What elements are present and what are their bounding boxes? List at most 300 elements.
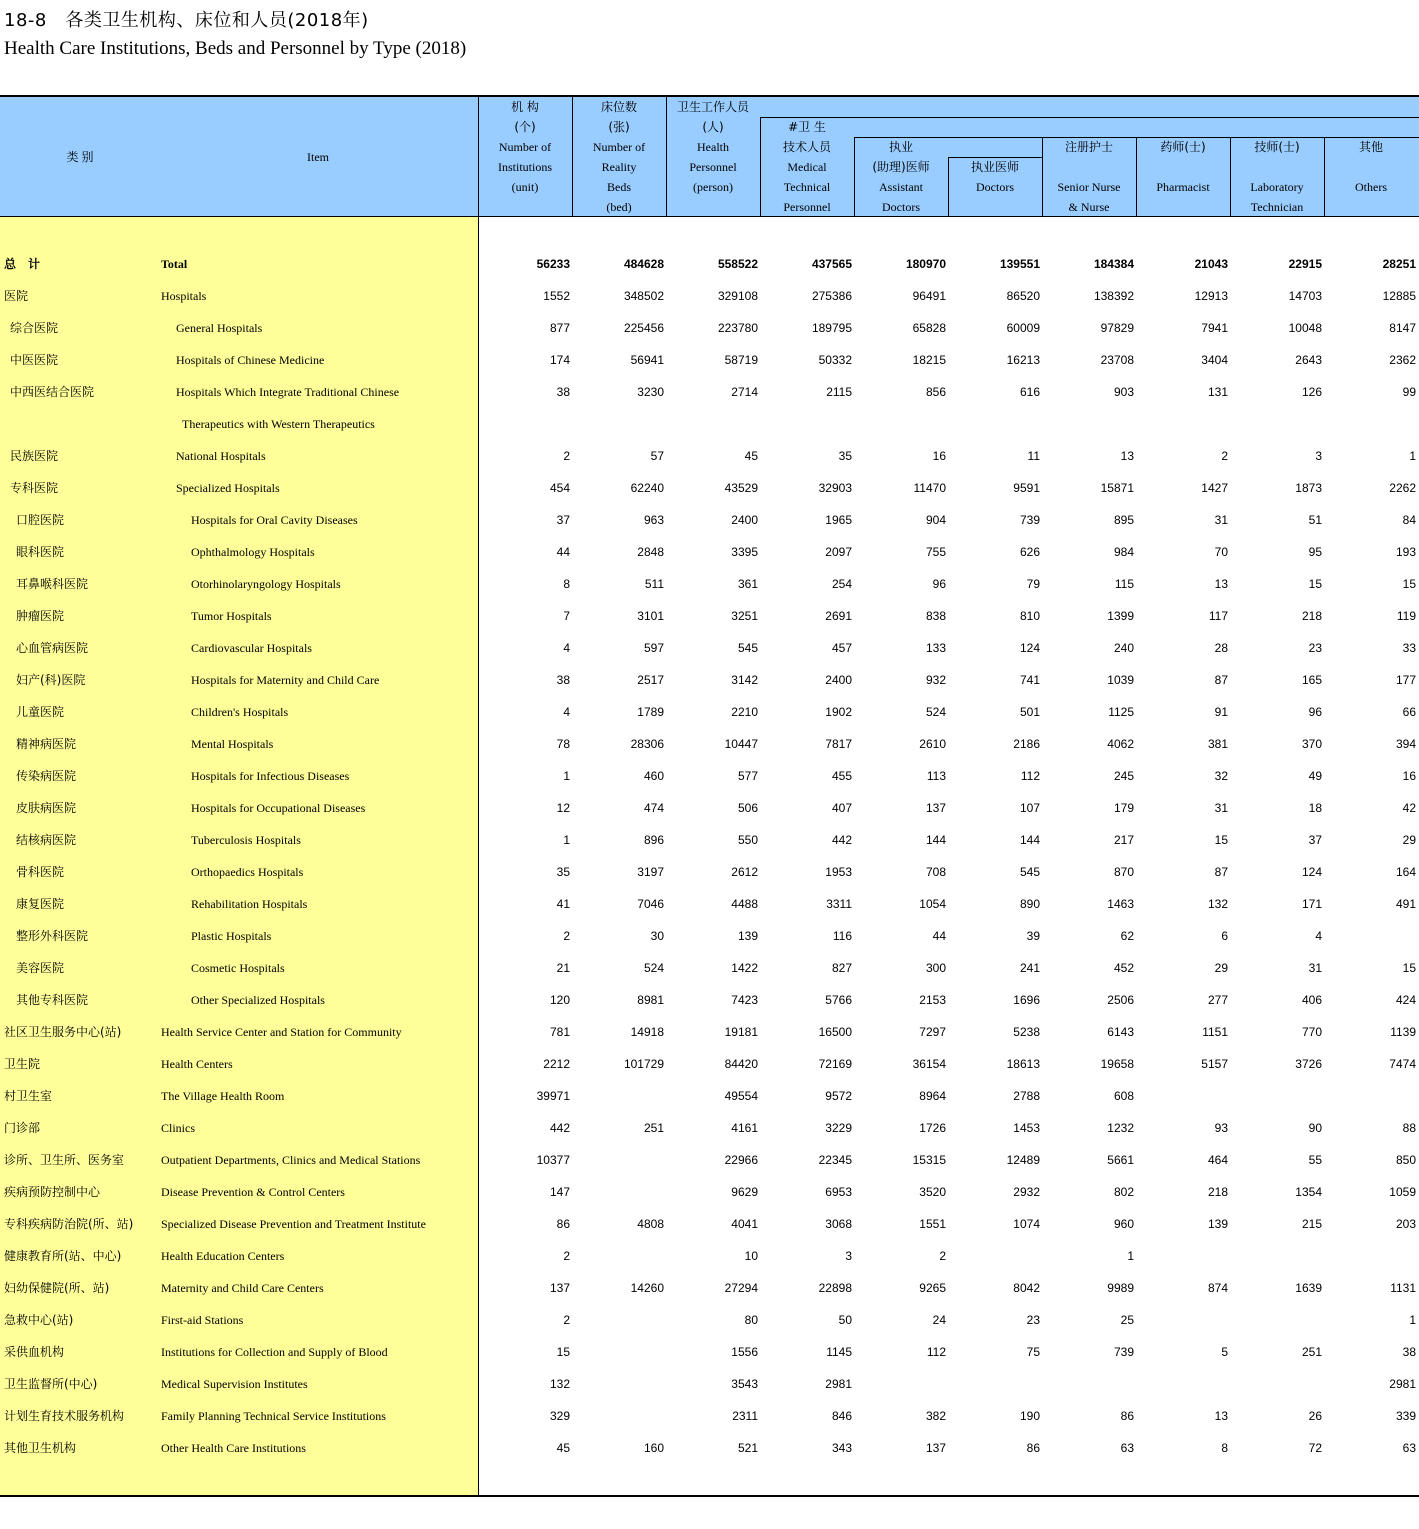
row-value: 96491 bbox=[912, 289, 946, 303]
row-value: 174 bbox=[549, 353, 570, 367]
row-value: 10048 bbox=[1288, 321, 1322, 335]
row-value: 49 bbox=[1308, 769, 1322, 783]
table-row bbox=[0, 509, 1419, 531]
row-value: 2 bbox=[563, 929, 570, 943]
row-value: 1039 bbox=[1107, 673, 1134, 687]
row-value: 58719 bbox=[724, 353, 758, 367]
header-medtech-line: Personnel bbox=[783, 200, 831, 214]
row-value: 2097 bbox=[825, 545, 852, 559]
row-item-en: Hospitals for Maternity and Child Care bbox=[191, 673, 380, 687]
row-item-en: Cosmetic Hospitals bbox=[191, 961, 285, 975]
row-value: 895 bbox=[1113, 513, 1134, 527]
row-value: 329108 bbox=[717, 289, 758, 303]
row-value: 217 bbox=[1113, 833, 1134, 847]
row-value: 275386 bbox=[811, 289, 852, 303]
row-value: 7941 bbox=[1201, 321, 1228, 335]
row-value: 28 bbox=[1214, 641, 1228, 655]
row-value: 3101 bbox=[637, 609, 664, 623]
header-grid-line bbox=[760, 117, 761, 217]
row-value: 890 bbox=[1019, 897, 1040, 911]
row-value: 62 bbox=[1120, 929, 1134, 943]
row-value: 23 bbox=[1308, 641, 1322, 655]
header-institutions-line: (个) bbox=[514, 120, 536, 134]
row-value: 3 bbox=[1315, 449, 1322, 463]
row-item-en: Other Health Care Institutions bbox=[161, 1441, 306, 1455]
header-beds-line: Number of bbox=[592, 140, 646, 154]
row-value: 22966 bbox=[724, 1153, 758, 1167]
header-grid-line bbox=[948, 157, 949, 217]
row-value: 1 bbox=[563, 833, 570, 847]
row-category-cn: 村卫生室 bbox=[4, 1089, 53, 1103]
row-value: 464 bbox=[1207, 1153, 1228, 1167]
row-value: 113 bbox=[926, 769, 946, 783]
row-value: 119 bbox=[1396, 609, 1416, 623]
row-value: 241 bbox=[1019, 961, 1040, 975]
table-row bbox=[0, 1373, 1419, 1395]
row-value: 1059 bbox=[1389, 1185, 1416, 1199]
row-value: 903 bbox=[1113, 385, 1134, 399]
row-value: 37 bbox=[556, 513, 570, 527]
row-item-en: Health Centers bbox=[161, 1057, 233, 1071]
table-row bbox=[0, 1437, 1419, 1459]
row-value: 132 bbox=[549, 1377, 570, 1391]
row-value: 8964 bbox=[919, 1089, 946, 1103]
row-value: 406 bbox=[1301, 993, 1322, 1007]
row-value: 545 bbox=[737, 641, 758, 655]
row-value: 86 bbox=[556, 1217, 570, 1231]
table-row bbox=[0, 925, 1419, 947]
row-item-en: Family Planning Technical Service Institutions bbox=[161, 1409, 386, 1423]
row-value: 474 bbox=[643, 801, 664, 815]
table-row bbox=[0, 1405, 1419, 1427]
row-value: 137 bbox=[549, 1281, 570, 1295]
row-value: 139551 bbox=[999, 257, 1040, 271]
row-value: 300 bbox=[925, 961, 946, 975]
row-category-cn: 结核病医院 bbox=[16, 833, 77, 847]
row-value: 616 bbox=[1019, 385, 1040, 399]
header-technician-line: Technician bbox=[1250, 200, 1304, 214]
row-value: 38 bbox=[556, 385, 570, 399]
row-value: 63 bbox=[1120, 1441, 1134, 1455]
row-value: 29 bbox=[1402, 833, 1416, 847]
table-row bbox=[0, 381, 1419, 403]
header-grid-line bbox=[760, 117, 1419, 118]
row-value: 25 bbox=[1120, 1313, 1134, 1327]
row-value: 1551 bbox=[919, 1217, 946, 1231]
header-medtech-line: Technical bbox=[783, 180, 831, 194]
row-value: 838 bbox=[925, 609, 946, 623]
row-category-cn: 急救中心(站) bbox=[4, 1313, 74, 1327]
row-category-cn: 肿瘤医院 bbox=[16, 609, 65, 623]
row-category-cn: 口腔医院 bbox=[16, 513, 65, 527]
row-value: 28251 bbox=[1382, 257, 1416, 271]
table-row bbox=[0, 765, 1419, 787]
row-value: 6143 bbox=[1107, 1025, 1134, 1039]
table-row bbox=[0, 893, 1419, 915]
row-value: 452 bbox=[1113, 961, 1134, 975]
row-item-en: Rehabilitation Hospitals bbox=[191, 897, 308, 911]
row-value: 1 bbox=[563, 769, 570, 783]
row-value: 132 bbox=[1207, 897, 1228, 911]
table-row bbox=[0, 1085, 1419, 1107]
row-value: 4 bbox=[563, 705, 570, 719]
row-value: 2714 bbox=[731, 385, 758, 399]
row-value: 1125 bbox=[1108, 705, 1134, 719]
row-value: 144 bbox=[925, 833, 946, 847]
row-value: 7 bbox=[563, 609, 570, 623]
row-value: 1789 bbox=[637, 705, 664, 719]
row-value: 22915 bbox=[1288, 257, 1322, 271]
row-value: 521 bbox=[737, 1441, 758, 1455]
table-row bbox=[0, 1277, 1419, 1299]
row-item-en: Hospitals for Infectious Diseases bbox=[191, 769, 350, 783]
row-item-en: Disease Prevention & Control Centers bbox=[161, 1185, 345, 1199]
row-item-en: Tuberculosis Hospitals bbox=[191, 833, 301, 847]
row-item-en: Medical Supervision Institutes bbox=[161, 1377, 308, 1391]
row-value: 139 bbox=[737, 929, 758, 943]
row-value: 1953 bbox=[825, 865, 852, 879]
row-category-cn: 总 计 bbox=[4, 257, 41, 271]
row-value: 23708 bbox=[1100, 353, 1134, 367]
row-value: 126 bbox=[1301, 385, 1322, 399]
row-value: 424 bbox=[1395, 993, 1416, 1007]
row-value: 6953 bbox=[825, 1185, 852, 1199]
row-value: 41 bbox=[556, 897, 570, 911]
row-value: 7817 bbox=[825, 737, 852, 751]
table-row bbox=[0, 605, 1419, 627]
row-value: 164 bbox=[1395, 865, 1416, 879]
row-category-cn: 综合医院 bbox=[10, 321, 59, 335]
row-value: 4 bbox=[563, 641, 570, 655]
row-value: 741 bbox=[1019, 673, 1040, 687]
header-doctors-line: Doctors bbox=[976, 180, 1014, 194]
row-value: 2 bbox=[563, 1249, 570, 1263]
row-value: 755 bbox=[925, 545, 946, 559]
row-value: 2788 bbox=[1013, 1089, 1040, 1103]
header-beds-line: Reality bbox=[601, 160, 637, 174]
row-item-en: Health Education Centers bbox=[161, 1249, 285, 1263]
row-value: 1151 bbox=[1202, 1025, 1228, 1039]
row-value: 2 bbox=[939, 1249, 946, 1263]
row-value: 608 bbox=[1113, 1089, 1134, 1103]
row-value: 3068 bbox=[825, 1217, 852, 1231]
row-value: 15 bbox=[1308, 577, 1322, 591]
row-category-cn: 妇产(科)医院 bbox=[16, 673, 86, 687]
row-category-cn: 卫生监督所(中心) bbox=[4, 1377, 98, 1391]
row-value: 86 bbox=[1026, 1441, 1040, 1455]
header-doctors-line: 执业医师 bbox=[970, 160, 1019, 174]
row-value: 2610 bbox=[919, 737, 946, 751]
row-value: 1399 bbox=[1107, 609, 1134, 623]
row-value: 16 bbox=[932, 449, 946, 463]
header-pharmacist-line: Pharmacist bbox=[1156, 180, 1210, 194]
row-value: 1726 bbox=[919, 1121, 946, 1135]
row-value: 2932 bbox=[1013, 1185, 1040, 1199]
table-row bbox=[0, 541, 1419, 563]
row-value: 5766 bbox=[825, 993, 852, 1007]
row-value: 45 bbox=[744, 449, 758, 463]
row-value: 1354 bbox=[1295, 1185, 1322, 1199]
row-value: 31 bbox=[1214, 801, 1228, 815]
row-item-en: Health Service Center and Station for Community bbox=[161, 1025, 402, 1039]
row-value: 15871 bbox=[1100, 481, 1134, 495]
row-value: 3 bbox=[845, 1249, 852, 1263]
row-value: 138392 bbox=[1093, 289, 1134, 303]
row-value: 781 bbox=[549, 1025, 570, 1039]
table-row bbox=[0, 477, 1419, 499]
row-value: 9572 bbox=[825, 1089, 852, 1103]
row-value: 2400 bbox=[731, 513, 758, 527]
row-value: 3197 bbox=[637, 865, 664, 879]
row-value: 215 bbox=[1301, 1217, 1322, 1231]
row-value: 18 bbox=[1308, 801, 1322, 815]
row-value: 137 bbox=[925, 801, 946, 815]
header-institutions-line: (unit) bbox=[511, 180, 539, 194]
row-category-cn: 康复医院 bbox=[16, 897, 65, 911]
row-value: 2612 bbox=[731, 865, 758, 879]
row-value: 147 bbox=[549, 1185, 570, 1199]
table-row bbox=[0, 253, 1419, 275]
table-title-en: Health Care Institutions, Beds and Personnel by Type (2018) bbox=[4, 38, 467, 59]
row-value: 18613 bbox=[1006, 1057, 1040, 1071]
row-item-en: National Hospitals bbox=[176, 449, 266, 463]
row-category-cn: 儿童医院 bbox=[16, 705, 65, 719]
row-value: 84420 bbox=[724, 1057, 758, 1071]
row-value: 577 bbox=[737, 769, 758, 783]
row-value: 124 bbox=[1019, 641, 1040, 655]
row-value: 55 bbox=[1308, 1153, 1322, 1167]
row-value: 10377 bbox=[536, 1153, 570, 1167]
row-value: 2 bbox=[563, 1313, 570, 1327]
row-item-en: Hospitals for Oral Cavity Diseases bbox=[191, 513, 358, 527]
row-value: 2262 bbox=[1389, 481, 1416, 495]
row-value: 18215 bbox=[912, 353, 946, 367]
row-value: 9591 bbox=[1013, 481, 1040, 495]
row-value: 1552 bbox=[543, 289, 570, 303]
row-category-cn: 诊所、卫生所、医务室 bbox=[4, 1153, 125, 1167]
row-value: 1139 bbox=[1390, 1025, 1416, 1039]
table-row bbox=[0, 1149, 1419, 1171]
row-value: 361 bbox=[737, 577, 758, 591]
header-grid-line bbox=[666, 97, 667, 217]
row-value: 3311 bbox=[826, 897, 852, 911]
header-grid-line bbox=[572, 97, 573, 217]
row-category-cn: 门诊部 bbox=[4, 1121, 41, 1135]
row-value: 75 bbox=[1026, 1345, 1040, 1359]
row-value: 5661 bbox=[1107, 1153, 1134, 1167]
header-grid-line bbox=[1136, 137, 1137, 217]
row-category-cn: 心血管病医院 bbox=[16, 641, 89, 655]
row-value: 7474 bbox=[1389, 1057, 1416, 1071]
row-value: 14703 bbox=[1288, 289, 1322, 303]
row-value: 524 bbox=[925, 705, 946, 719]
row-value: 33 bbox=[1402, 641, 1416, 655]
row-value: 32903 bbox=[818, 481, 852, 495]
row-value: 39 bbox=[1026, 929, 1040, 943]
row-value: 277 bbox=[1207, 993, 1228, 1007]
table-row bbox=[0, 1341, 1419, 1363]
row-item-en: Mental Hospitals bbox=[191, 737, 274, 751]
row-category-cn: 精神病医院 bbox=[16, 737, 77, 751]
row-value: 329 bbox=[549, 1409, 570, 1423]
row-value: 15 bbox=[1402, 961, 1416, 975]
row-item-en: Clinics bbox=[161, 1121, 196, 1135]
row-category-cn: 传染病医院 bbox=[16, 769, 77, 783]
row-item-en: Outpatient Departments, Clinics and Medical Stations bbox=[161, 1153, 421, 1167]
row-value: 3251 bbox=[731, 609, 758, 623]
row-value: 31 bbox=[1308, 961, 1322, 975]
row-value: 7297 bbox=[919, 1025, 946, 1039]
table-row bbox=[0, 1053, 1419, 1075]
table-row bbox=[0, 1309, 1419, 1331]
row-category-cn: 皮肤病医院 bbox=[16, 801, 77, 815]
table-row bbox=[0, 349, 1419, 371]
row-value: 442 bbox=[831, 833, 852, 847]
row-value: 27294 bbox=[724, 1281, 758, 1295]
row-value: 63 bbox=[1402, 1441, 1416, 1455]
row-value: 87 bbox=[1214, 673, 1228, 687]
row-value: 44 bbox=[556, 545, 570, 559]
row-value: 93 bbox=[1214, 1121, 1228, 1135]
table-bottom-border bbox=[0, 1495, 1419, 1497]
row-value: 177 bbox=[1395, 673, 1416, 687]
row-item-en: Total bbox=[161, 257, 188, 271]
header-nurse-line: 注册护士 bbox=[1064, 140, 1113, 154]
row-value: 21 bbox=[556, 961, 570, 975]
header-practicing-group-line: (助理)医师 bbox=[872, 160, 930, 174]
table-row bbox=[0, 445, 1419, 467]
row-value: 56233 bbox=[536, 257, 570, 271]
row-value: 160 bbox=[643, 1441, 664, 1455]
header-beds-line: 床位数 bbox=[600, 100, 637, 114]
row-value: 370 bbox=[1301, 737, 1322, 751]
row-value: 4161 bbox=[731, 1121, 758, 1135]
row-value: 38 bbox=[1402, 1345, 1416, 1359]
row-value: 225456 bbox=[623, 321, 664, 335]
row-value: 21043 bbox=[1194, 257, 1228, 271]
row-value: 2 bbox=[563, 449, 570, 463]
row-value: 251 bbox=[643, 1121, 664, 1135]
row-value: 12913 bbox=[1194, 289, 1228, 303]
row-value: 870 bbox=[1113, 865, 1134, 879]
row-value: 960 bbox=[1113, 1217, 1134, 1231]
row-value: 16 bbox=[1402, 769, 1416, 783]
row-value: 708 bbox=[925, 865, 946, 879]
row-value: 57 bbox=[650, 449, 664, 463]
row-category-cn: 中医医院 bbox=[10, 353, 59, 367]
row-value: 15 bbox=[556, 1345, 570, 1359]
row-value: 42 bbox=[1402, 801, 1416, 815]
header-grid-line bbox=[478, 97, 479, 217]
header-medtech-line: 技术人员 bbox=[782, 140, 831, 154]
row-value: 1873 bbox=[1295, 481, 1322, 495]
row-value: 1074 bbox=[1013, 1217, 1040, 1231]
row-value: 28306 bbox=[630, 737, 664, 751]
header-category-cn: 类 别 bbox=[66, 150, 94, 164]
row-value: 44 bbox=[932, 929, 946, 943]
row-value: 29 bbox=[1214, 961, 1228, 975]
row-value: 545 bbox=[1019, 865, 1040, 879]
row-value: 1 bbox=[1127, 1249, 1134, 1263]
item-column-background bbox=[0, 217, 478, 1495]
row-value: 78 bbox=[556, 737, 570, 751]
table-row bbox=[0, 669, 1419, 691]
row-value: 12 bbox=[556, 801, 570, 815]
header-grid-line bbox=[1230, 137, 1231, 217]
row-value: 10 bbox=[744, 1249, 758, 1263]
row-value: 1 bbox=[1409, 1313, 1416, 1327]
row-item-en: Specialized Hospitals bbox=[176, 481, 280, 495]
row-value: 87 bbox=[1214, 865, 1228, 879]
row-value: 245 bbox=[1113, 769, 1134, 783]
row-value: 31 bbox=[1214, 513, 1228, 527]
header-personnel-group-line: (人) bbox=[702, 120, 724, 134]
header-grid-line bbox=[854, 137, 1419, 138]
row-category-cn: 社区卫生服务中心(站) bbox=[4, 1025, 122, 1039]
row-category-cn: 卫生院 bbox=[4, 1057, 41, 1071]
row-value: 133 bbox=[925, 641, 946, 655]
row-value: 343 bbox=[831, 1441, 852, 1455]
row-category-cn: 民族医院 bbox=[10, 449, 59, 463]
row-value: 14918 bbox=[630, 1025, 664, 1039]
row-value: 13 bbox=[1120, 449, 1134, 463]
row-value: 6 bbox=[1221, 929, 1228, 943]
row-category-cn: 其他专科医院 bbox=[16, 993, 89, 1007]
row-value: 850 bbox=[1395, 1153, 1416, 1167]
row-value: 12885 bbox=[1382, 289, 1416, 303]
table-row bbox=[0, 989, 1419, 1011]
row-value: 2848 bbox=[637, 545, 664, 559]
row-value: 454 bbox=[549, 481, 570, 495]
row-item-en: Tumor Hospitals bbox=[191, 609, 272, 623]
row-value: 963 bbox=[643, 513, 664, 527]
row-value: 2311 bbox=[732, 1409, 758, 1423]
row-value: 810 bbox=[1019, 609, 1040, 623]
row-value: 1639 bbox=[1295, 1281, 1322, 1295]
row-value: 72169 bbox=[818, 1057, 852, 1071]
row-value: 32 bbox=[1214, 769, 1228, 783]
row-item-en: Cardiovascular Hospitals bbox=[191, 641, 312, 655]
table-row bbox=[0, 285, 1419, 307]
header-assistant-line: Assistant bbox=[878, 180, 923, 194]
row-value: 2115 bbox=[826, 385, 852, 399]
row-value: 97829 bbox=[1100, 321, 1134, 335]
row-value: 39971 bbox=[536, 1089, 570, 1103]
row-value: 24 bbox=[932, 1313, 946, 1327]
row-value: 13 bbox=[1214, 577, 1228, 591]
row-value: 932 bbox=[925, 673, 946, 687]
row-item-en: Therapeutics with Western Therapeutics bbox=[182, 417, 375, 431]
row-value: 5238 bbox=[1013, 1025, 1040, 1039]
row-value: 2 bbox=[1221, 449, 1228, 463]
header-technician-line: Laboratory bbox=[1250, 180, 1304, 194]
row-value: 3229 bbox=[825, 1121, 852, 1135]
row-value: 112 bbox=[1020, 769, 1040, 783]
header-technician-line: 技师(士) bbox=[1254, 140, 1300, 154]
row-category-cn: 其他卫生机构 bbox=[4, 1441, 77, 1455]
row-value: 120 bbox=[549, 993, 570, 1007]
row-value: 1427 bbox=[1201, 481, 1228, 495]
row-value: 84 bbox=[1402, 513, 1416, 527]
row-item-en: General Hospitals bbox=[176, 321, 263, 335]
row-value: 251 bbox=[1301, 1345, 1322, 1359]
row-value: 524 bbox=[643, 961, 664, 975]
row-value: 11470 bbox=[913, 481, 946, 495]
row-value: 2981 bbox=[825, 1377, 852, 1391]
row-category-cn: 专科疾病防治院(所、站) bbox=[4, 1217, 134, 1231]
table-row bbox=[0, 797, 1419, 819]
row-value: 7423 bbox=[731, 993, 758, 1007]
